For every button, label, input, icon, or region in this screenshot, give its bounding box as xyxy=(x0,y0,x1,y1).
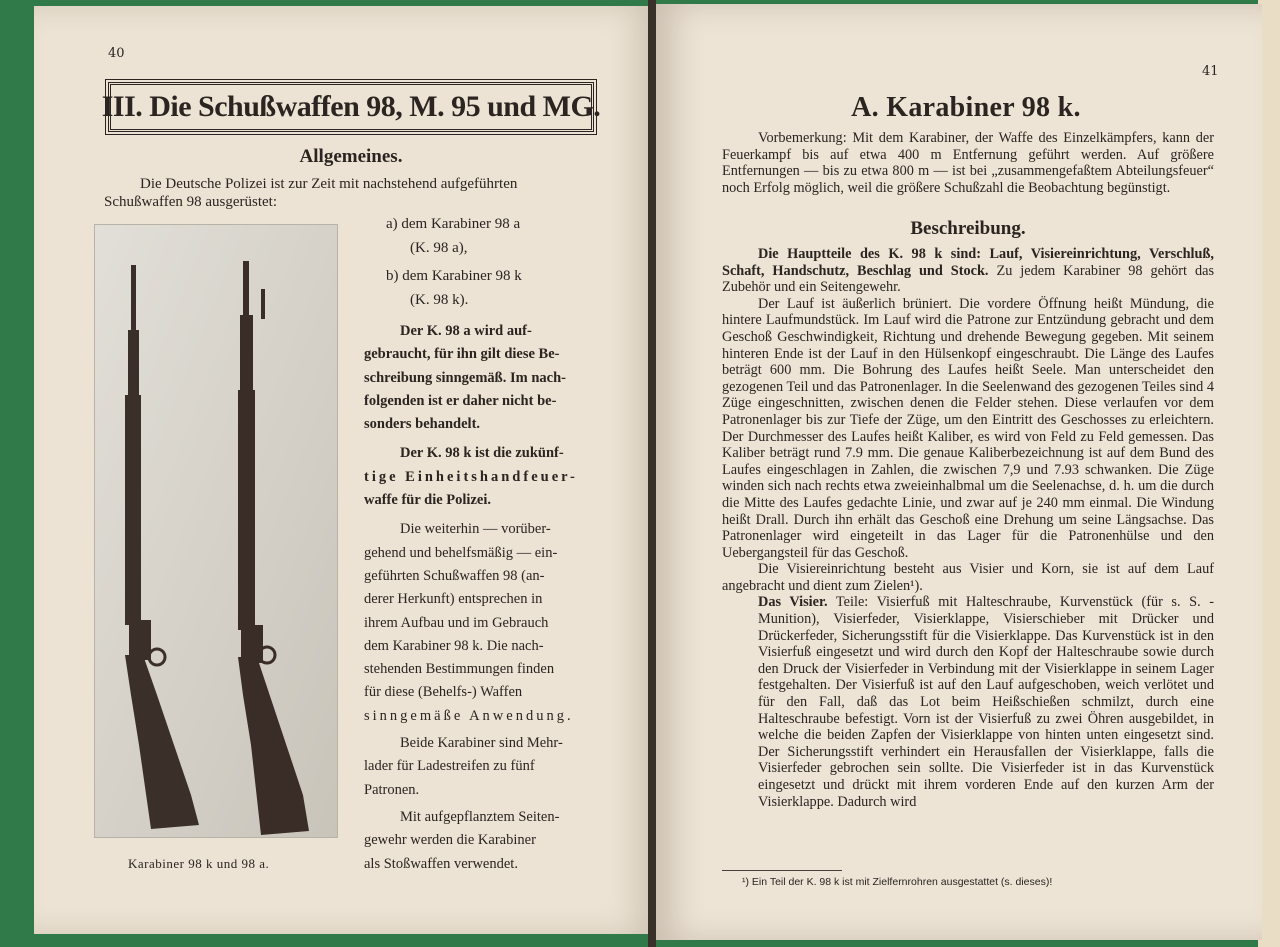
column-line: schreibung sinngemäß. Im nach- xyxy=(364,369,566,386)
footnote-rule xyxy=(722,870,842,871)
column-line: sonders behandelt. xyxy=(364,416,481,433)
chapter-title: III. Die Schußwaffen 98, M. 95 und MG. xyxy=(101,90,601,123)
column-line: geführten Schußwaffen 98 (an- xyxy=(364,567,545,584)
column-line: stehenden Bestimmungen finden xyxy=(364,661,555,678)
column-line: Die weiterhin — vorüber- xyxy=(400,521,551,538)
column-line: tige Einheitshandfeuer- xyxy=(364,468,578,485)
paragraph-text: Zu jedem Karabiner 98 gehört das Zubehör und ein Seitengewehr. xyxy=(722,262,1215,296)
column-line: gehend und behelfsmäßig — ein- xyxy=(364,544,558,561)
left-page-number: 40 xyxy=(108,46,125,61)
list-item-a-line1: a) dem Karabiner 98 a xyxy=(386,216,521,232)
paragraph-text: Mit dem Karabiner, der Waffe des Einzelkämpfers, kann der Feuerkampf bis auf etwa 400 m Entfernung geführt werden. Auf größere Entfernungen — bis zu etwa 800 m — ist bei „zusammengefaßtem Abteilungsfeuer“ noch Erfolg möglich, weil die größere Schußzahl die Beobachtung begünstigt. xyxy=(722,130,1214,196)
description-text xyxy=(722,246,1214,810)
intro-line-1: Die Deutsche Polizei ist zur Zeit mit nachstehend aufgeführten xyxy=(140,176,518,192)
paragraph xyxy=(722,561,1214,594)
list-item-b-line2: (K. 98 k). xyxy=(410,292,469,308)
column-line: als Stoßwaffen verwendet. xyxy=(364,855,518,872)
section-title: A. Karabiner 98 k. xyxy=(851,92,1081,123)
column-line: sinngemäße Anwendung. xyxy=(364,707,574,724)
column-line: ihrem Aufbau und im Gebrauch xyxy=(364,614,549,631)
column-line: gebraucht, für ihn gilt diese Be- xyxy=(364,346,560,363)
paragraph xyxy=(722,296,1214,562)
paragraph-text: Teile: Visierfuß mit Halteschraube, Kurvenstück (für s. S. - Munition), Visierfeder, Visierklappe, Visierschieber mit Drücker und Drückerfeder, Sicherungsstift für die Visierklappe. Das Kurvenstück ist in den Visierfuß eingesetzt und wird durch den Kopf der Halteschraube sowie durch den Druck der Visierfeder in Verbindung mit der Visierklappe in seinem Lager festgehalten. Der Visierfuß ist auf den Lauf aufgeschoben, weich verlötet und für den Fall, daß das Lot beim Heißschießen schmilzt, durch eine Halteschraube befestigt. Vorn ist der Visierfuß zu zwei Öhren ausgebildet, in welche die beiden Zapfen der Visierklappe von hinten unten eingesetzt sind. Der Sicherungsstift verhindert ein Herausfallen der Visierklappe, falls die Visierfeder gebrochen sein sollte. Die Visierfeder ist in das Kurvenstück eingesetzt und drückt mit ihrem vorderen Ende auf den kurzen Arm der Visierklappe. Dadurch wird xyxy=(758,594,1214,810)
column-line: Beide Karabiner sind Mehr- xyxy=(400,735,563,752)
column-line: Der K. 98 a wird auf- xyxy=(400,323,532,339)
list-item-a-line2: (K. 98 a), xyxy=(410,240,468,256)
list-item-b-line1: b) dem Karabiner 98 k xyxy=(386,268,522,284)
column-line: für diese (Behelfs-) Waffen xyxy=(364,684,523,701)
paragraph xyxy=(722,246,1214,296)
paragraph-text: Die Visiereinrichtung besteht aus Visier und Korn, sie ist auf dem Lauf angebracht und dient zum Zielen¹). xyxy=(722,561,1214,594)
column-line: Der K. 98 k ist die zukünf- xyxy=(400,445,564,462)
rifles-image xyxy=(95,225,337,837)
column-line: lader für Ladestreifen zu fünf xyxy=(364,758,535,775)
column-line: derer Herkunft) entsprechen in xyxy=(364,591,543,608)
photo-caption: Karabiner 98 k und 98 a. xyxy=(128,856,270,871)
column-line: Patronen. xyxy=(364,781,420,798)
left-column-text xyxy=(364,320,594,876)
book-gutter xyxy=(648,0,656,947)
column-line: Mit aufgepflanztem Seiten- xyxy=(400,808,560,825)
paragraph xyxy=(722,594,1214,810)
paragraph xyxy=(722,130,1214,196)
intro-line-2: Schußwaffen 98 ausgerüstet: xyxy=(104,194,278,210)
footnote: ¹) Ein Teil der K. 98 k ist mit Zielfernrohren ausgestattet (s. dieses)! xyxy=(742,876,1053,888)
column-line: dem Karabiner 98 k. Die nach- xyxy=(364,637,544,654)
chapter-title-box xyxy=(101,82,601,132)
subheading: Beschreibung. xyxy=(910,218,1026,239)
paragraph-text: Der Lauf ist äußerlich brüniert. Die vordere Öffnung heißt Mündung, die hintere Laufmundstück. Im Lauf wird die Patrone zur Entzündung gebracht und dem Geschoß Geschwindigkeit, Richtung und drehende Bewegung gegeben. Mit seinem hinteren Ende ist der Lauf in den Hülsenkopf eingeschraubt. Die Länge des Laufes beträgt 600 mm. Die Bohrung des Laufes heißt Seele. Man unterscheidet den gezogenen Teil und das Patronenlager. In die Seelenwand des gezogenen Teiles sind 4 Züge eingeschnitten, zwischen denen die Felder stehen. Diese verlaufen vor dem Patronenlager bis zur Tiefe der Züge, um den Eintritt des Geschosses zu erleichtern. Der Durchmesser des Laufes heißt Kaliber, es wird von Feld zu Feld gemessen. Das Kaliber beträgt rund 7.9 mm. Die genaue Kaliberbezeichnung ist auf dem Bund des Laufes eingeschlagen in Zahlen, die zwischen 7,9 und 7.93 schwanken. Die Züge winden sich nach rechts etwa zweieinhalbmal um die Seelenachse, d. h. um die durch die Mitte des Laufes gedachte Linie, und zwar auf je 240 mm einmal. Die Windung heißt Drall. Durch ihn erhält das Geschoß eine Drehung um seine Längsachse. Das Patronenlager wird eingeteilt in das Lager für die Patronenhülse und den Uebergangsteil für das Geschoß. xyxy=(722,295,1214,561)
right-page-number: 41 xyxy=(1202,64,1219,79)
intro-paragraph xyxy=(722,130,1214,196)
paragraph-lead: Die Hauptteile des K. 98 k sind: Lauf, Visiereinrichtung, Verschluß, Schaft, Handschutz, Beschlag und Stock. xyxy=(722,246,1214,279)
paragraph-lead: Das Visier. xyxy=(758,594,828,611)
paragraph-lead: Vorbemerkung: xyxy=(758,130,847,146)
column-line: waffe für die Polizei. xyxy=(364,492,491,509)
column-line: gewehr werden die Karabiner xyxy=(364,832,536,849)
rifles-photo xyxy=(94,224,338,838)
column-line: folgenden ist er daher nicht be- xyxy=(364,392,557,409)
section-heading: Allgemeines. xyxy=(299,146,403,167)
